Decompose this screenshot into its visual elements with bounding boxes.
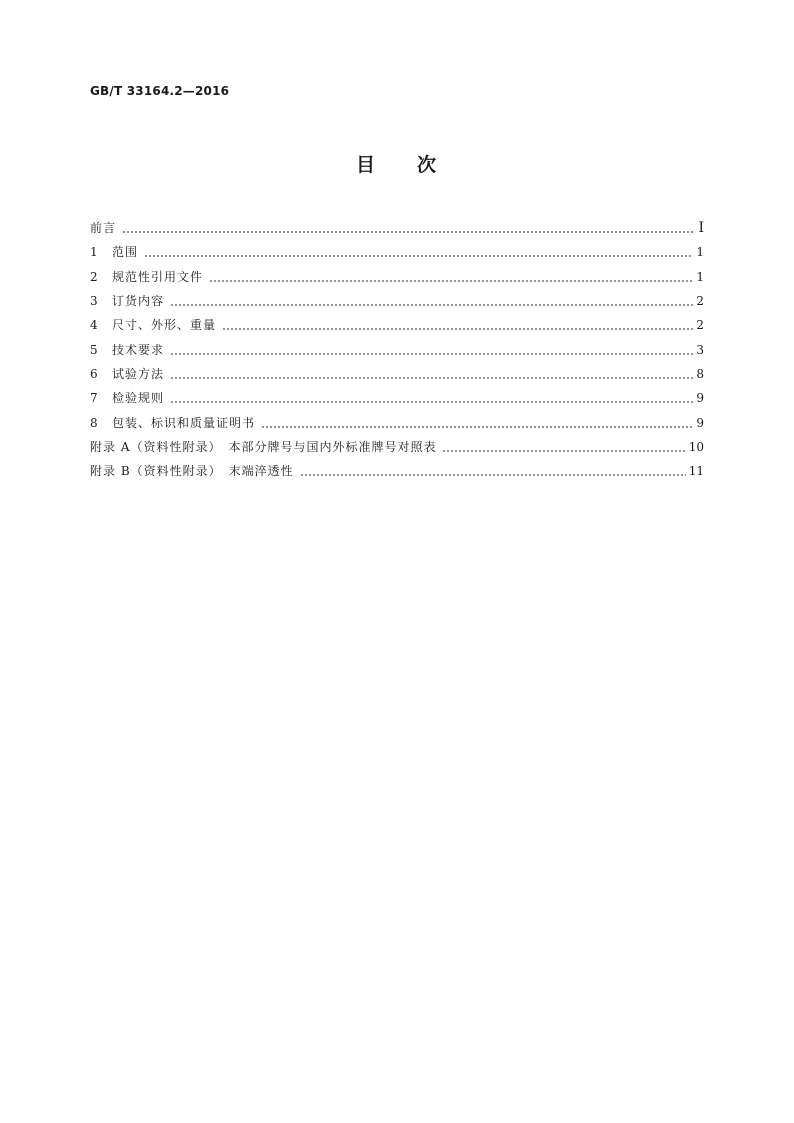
toc-page-number: 1: [696, 269, 704, 284]
toc-page-number: 9: [696, 415, 704, 430]
toc-leader-dots: [144, 246, 693, 258]
toc-label: 尺寸、外形、重量: [112, 318, 217, 333]
toc-label: 规范性引用文件: [112, 269, 204, 284]
toc-leader-dots: [170, 295, 693, 307]
toc-page-number: 8: [696, 366, 704, 381]
toc-label: 订货内容: [112, 294, 165, 309]
toc-section-number: 4: [90, 318, 98, 333]
table-of-contents: [90, 216, 704, 483]
page-title-part1: 目: [355, 154, 377, 176]
toc-leader-dots: [222, 319, 693, 331]
toc-page-number: 3: [696, 342, 704, 357]
toc-entry-annex-a[interactable]: [90, 435, 704, 459]
toc-leader-dots: [122, 222, 693, 234]
toc-section-number: 1: [90, 245, 98, 260]
toc-section-number: 5: [90, 342, 98, 357]
toc-label: 试验方法: [112, 366, 165, 381]
toc-label: 附录 B（资料性附录） 末端淬透性: [90, 464, 294, 479]
toc-page-number: 9: [696, 391, 704, 406]
toc-leader-dots: [261, 417, 693, 429]
toc-leader-dots: [170, 392, 693, 404]
toc-section-number: 6: [90, 366, 98, 381]
toc-page-number: 11: [688, 464, 704, 479]
toc-page-number: 2: [696, 294, 704, 309]
toc-leader-dots: [442, 441, 685, 453]
toc-leader-dots: [300, 465, 686, 477]
toc-page-number: Ⅰ: [698, 220, 704, 237]
toc-label: 前言: [90, 221, 117, 236]
page-title-part2: 次: [417, 154, 439, 176]
toc-entry-inspection-rules[interactable]: [90, 386, 704, 410]
toc-entry-dimensions[interactable]: [90, 313, 704, 337]
toc-leader-dots: [209, 271, 693, 283]
toc-section-number: 7: [90, 391, 98, 406]
toc-entry-annex-b[interactable]: [90, 459, 704, 483]
toc-label: 范围: [112, 245, 139, 260]
toc-entry-test-methods[interactable]: [90, 362, 704, 386]
toc-label: 检验规则: [112, 391, 165, 406]
toc-entry-technical-requirements[interactable]: [90, 337, 704, 361]
toc-page-number: 2: [696, 318, 704, 333]
page-title: [0, 150, 794, 177]
toc-section-number: 2: [90, 269, 98, 284]
toc-leader-dots: [170, 368, 693, 380]
toc-leader-dots: [170, 344, 693, 356]
toc-entry-packaging[interactable]: [90, 410, 704, 434]
toc-section-number: 3: [90, 294, 98, 309]
toc-label: 包装、标识和质量证明书: [112, 415, 256, 430]
toc-page-number: 10: [688, 439, 704, 454]
toc-section-number: 8: [90, 415, 98, 430]
toc-entry-normative-references[interactable]: [90, 265, 704, 289]
toc-entry-ordering-content[interactable]: [90, 289, 704, 313]
toc-label: 附录 A（资料性附录） 本部分牌号与国内外标准牌号对照表: [90, 439, 437, 454]
standard-number: GB/T 33164.2—2016: [90, 84, 230, 98]
toc-entry-foreword[interactable]: [90, 216, 704, 240]
toc-entry-scope[interactable]: [90, 240, 704, 264]
toc-label: 技术要求: [112, 342, 165, 357]
toc-page-number: 1: [696, 245, 704, 260]
